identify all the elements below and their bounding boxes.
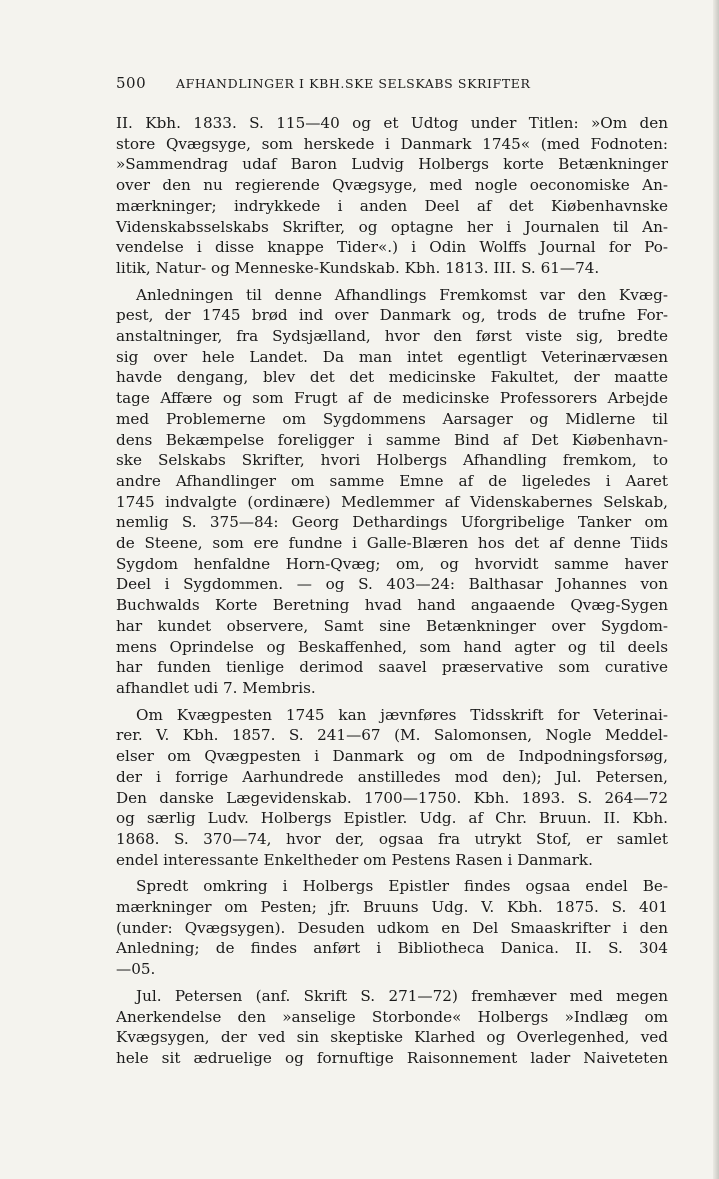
text-line: de Steene, som ere fundne i Galle-Blæren hos det af denne Tiids xyxy=(116,534,668,553)
text-line: »Sammendrag udaf Baron Ludvig Holbergs korte Betænkninger xyxy=(116,155,668,174)
text-line: vendelse i disse knappe Tider«.) i Odin Wolffs Journal for Po- xyxy=(116,238,668,257)
text-line: har funden tienlige derimod saavel præservative som curative xyxy=(116,658,668,677)
text-line: Kvægsygen, der ved sin skeptiske Klarhed og Overlegenhed, ved xyxy=(116,1028,668,1047)
text-line: Anledning; de findes anført i Bibliotheca Danica. II. S. 304 xyxy=(116,939,668,958)
text-line: sig over hele Landet. Da man intet egentligt Veterinærvæsen xyxy=(116,347,668,366)
paragraph xyxy=(116,705,668,871)
text-line: mærkninger om Pesten; jfr. Bruuns Udg. V. Kbh. 1875. S. 401 xyxy=(116,898,668,917)
text-line: (under: Qvægsygen). Desuden udkom en Del Smaaskrifter i den xyxy=(116,918,668,937)
text-line: elser om Qvægpesten i Danmark og om de Indpodningsforsøg, xyxy=(116,747,668,766)
text-line: over den nu regierende Qvægsyge, med nogle oeconomiske An- xyxy=(116,176,668,195)
text-line: anstaltninger, fra Sydsjælland, hvor den først viste sig, bredte xyxy=(116,327,668,346)
text-line: og særlig Ludv. Holbergs Epistler. Udg. af Chr. Bruun. II. Kbh. xyxy=(116,809,668,828)
text-line: Sygdom henfaldne Horn-Qvæg; om, og hvorvidt samme haver xyxy=(116,554,668,573)
text-line: der i forrige Aarhundrede anstilledes mod den); Jul. Petersen, xyxy=(116,767,668,786)
text-line: endel interessante Enkeltheder om Pestens Rasen i Danmark. xyxy=(116,850,593,869)
text-line: Videnskabsselskabs Skrifter, og optagne her i Journalen til An- xyxy=(116,217,668,236)
text-line: Buchwalds Korte Beretning hvad hand angaaende Qvæg-Sygen xyxy=(116,596,668,615)
paragraph xyxy=(116,285,668,699)
text-line: 1868. S. 370—74, hvor der, ogsaa fra utrykt Stof, er samlet xyxy=(116,829,668,848)
text-line: —05. xyxy=(116,960,156,979)
text-line: 1745 indvalgte (ordinære) Medlemmer af Videnskabernes Selskab, xyxy=(116,492,668,511)
page-edge xyxy=(713,0,719,1179)
text-line: andre Afhandlinger om samme Emne af de ligeledes i Aaret xyxy=(116,471,668,490)
body-text xyxy=(116,113,668,1075)
text-line: Anledningen til denne Afhandlings Fremkomst var den Kvæg- xyxy=(136,285,668,304)
text-line: litik, Natur- og Menneske-Kundskab. Kbh. 1813. III. S. 61—74. xyxy=(116,258,600,277)
text-line: mens Oprindelse og Beskaffenhed, som hand agter og til deels xyxy=(116,637,668,656)
paragraph xyxy=(116,986,668,1069)
text-line: rer. V. Kbh. 1857. S. 241—67 (M. Salomonsen, Nogle Meddel- xyxy=(116,726,668,745)
text-line: Den danske Lægevidenskab. 1700—1750. Kbh. 1893. S. 264—72 xyxy=(116,788,668,807)
text-line: med Problemerne om Sygdommens Aarsager og Midlerne til xyxy=(116,409,668,428)
text-line: ske Selskabs Skrifter, hvori Holbergs Afhandling fremkom, to xyxy=(116,451,668,470)
text-line: hele sit ædruelige og fornuftige Raisonnement lader Naiveteten xyxy=(116,1048,668,1067)
text-line: Deel i Sygdommen. — og S. 403—24: Balthasar Johannes von xyxy=(116,575,668,594)
page-number: 500 xyxy=(116,74,147,92)
text-line: tage Affære og som Frugt af de medicinske Professorers Arbejde xyxy=(116,389,668,408)
text-line: har kundet observere, Samt sine Betænkninger over Sygdom- xyxy=(116,616,668,635)
text-line: Spredt omkring i Holbergs Epistler findes ogsaa endel Be- xyxy=(136,877,668,896)
text-line: pest, der 1745 brød ind over Danmark og, trods de trufne For- xyxy=(116,306,668,325)
text-line: afhandlet udi 7. Membris. xyxy=(116,678,316,697)
text-line: mærkninger; indrykkede i anden Deel af det Kiøbenhavnske xyxy=(116,196,668,215)
running-head: AFHANDLINGER I KBH.SKE SELSKABS SKRIFTER xyxy=(176,76,531,91)
text-line: nemlig S. 375—84: Georg Dethardings Uforgribelige Tanker om xyxy=(116,513,668,532)
text-line: II. Kbh. 1833. S. 115—40 og et Udtog under Titlen: »Om den xyxy=(116,114,668,132)
page-header xyxy=(116,74,656,98)
text-line: dens Bekæmpelse foreligger i samme Bind af Det Kiøbenhavn- xyxy=(116,430,668,449)
text-line: havde dengang, blev det det medicinske Fakultet, der maatte xyxy=(116,368,668,387)
text-line: store Qvægsyge, som herskede i Danmark 1745« (med Fodnoten: xyxy=(116,134,668,153)
text-line: Anerkendelse den »anselige Storbonde« Holbergs »Indlæg om xyxy=(116,1007,668,1026)
text-line: Om Kvægpesten 1745 kan jævnføres Tidsskrift for Veterinai- xyxy=(136,705,668,724)
paragraph xyxy=(116,113,668,279)
text-line: Jul. Petersen (anf. Skrift S. 271—72) fremhæver med megen xyxy=(136,986,668,1005)
paragraph xyxy=(116,876,668,980)
